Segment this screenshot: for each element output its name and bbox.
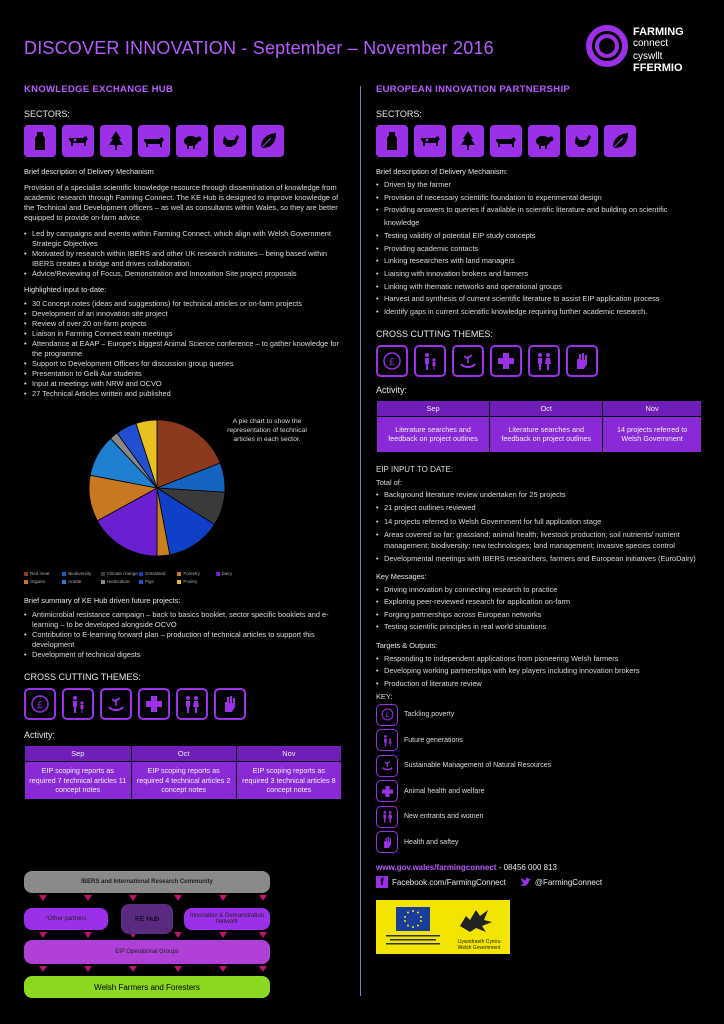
key-item bbox=[376, 728, 702, 754]
legend-label: Red meat bbox=[30, 571, 50, 576]
key-item bbox=[376, 702, 702, 728]
list-item: • Testing scientific principles in real world situations bbox=[376, 621, 702, 634]
welsh-gov-line2: Welsh Government bbox=[457, 945, 501, 952]
list-item: • Areas covered so far: grassland; animal health; livestock production; soil nutrients/ nutrient management; biodiversity; new technologies; land management; invasive species control bbox=[376, 530, 702, 551]
legend-swatch bbox=[177, 580, 181, 584]
legend-label: Forestry bbox=[183, 571, 200, 576]
legend-label: Climate change bbox=[106, 571, 138, 576]
list-item: • Testing validity of potential EIP study concepts bbox=[376, 230, 702, 243]
natural-resources-icon bbox=[452, 345, 484, 377]
pie-legend-item bbox=[62, 579, 100, 584]
health-safety-icon bbox=[214, 688, 246, 720]
health-safety-icon bbox=[376, 831, 398, 853]
list-item: • Identify gaps in current scientific knowledge requiring further academic research. bbox=[376, 306, 702, 319]
list-item: • Providing answers to queries if available in scientific literature and building on scientific knowledge bbox=[376, 204, 702, 229]
list-item: • Liaison in Farming Connect team meetings bbox=[24, 329, 342, 339]
delivery-title: Brief description of Delivery Mechanism bbox=[24, 167, 154, 176]
list-item: • Antimicrobial resistance campaign – back to basics booklet, sector specific booklets and e-learning – to be developed alongside OCVO bbox=[24, 610, 342, 630]
svg-text:£: £ bbox=[385, 712, 389, 720]
natural-resources-icon bbox=[376, 755, 398, 777]
list-item: • Driving innovation by connecting research to practice bbox=[376, 584, 702, 597]
list-item: • Input at meetings with NRW and OCVO bbox=[24, 379, 342, 389]
column-divider bbox=[360, 86, 361, 996]
sectors-label: SECTORS: bbox=[376, 109, 422, 119]
key-item bbox=[376, 753, 702, 779]
list-item: • Led by campaigns and events within Farming Connect, which align with Welsh Government Strategic Objectives bbox=[24, 229, 342, 249]
logo-ring-icon bbox=[585, 24, 629, 68]
key-label: KEY: bbox=[376, 692, 393, 702]
list-item: • Linking researchers with land managers bbox=[376, 255, 702, 268]
welsh-government-logo bbox=[452, 904, 506, 950]
facebook-icon: f bbox=[376, 876, 388, 888]
legend-swatch bbox=[101, 580, 105, 584]
key-item-label: Sustainable Management of Natural Resources bbox=[404, 762, 552, 770]
poultry-icon bbox=[566, 125, 598, 157]
knowledge-exchange-hub-column bbox=[24, 84, 342, 800]
legend-label: Biodiversity bbox=[68, 571, 92, 576]
sheep-icon bbox=[176, 125, 208, 157]
tree-icon bbox=[452, 125, 484, 157]
health-safety-icon bbox=[566, 345, 598, 377]
key-item bbox=[376, 804, 702, 830]
ke-hub-heading: KNOWLEDGE EXCHANGE HUB bbox=[24, 84, 174, 95]
list-item: • Responding to independent applications from pioneering Welsh farmers bbox=[376, 653, 702, 666]
poultry-icon bbox=[214, 125, 246, 157]
legend-label: Pigs bbox=[144, 579, 154, 584]
activity-header-nov: Nov bbox=[236, 746, 341, 762]
list-item: • Review of over 20 on-farm projects bbox=[24, 319, 342, 329]
flow-innovation-network-box: Innovation & Demonstration Network bbox=[184, 908, 270, 930]
future-bullets bbox=[24, 610, 342, 660]
flow-ke-hub-box: KE Hub bbox=[121, 904, 173, 934]
list-item: • 14 projects referred to Welsh Government for full application stage bbox=[376, 517, 702, 528]
list-item: • Development of technical digests bbox=[24, 650, 342, 660]
key-item-label: Health and saftey bbox=[404, 838, 459, 846]
website-link[interactable]: www.gov.wales/farmingconnect bbox=[376, 863, 497, 873]
list-item: • 27 Technical Articles written and published bbox=[24, 389, 342, 399]
page-title: DISCOVER INNOVATION - September – November 2016 bbox=[24, 38, 494, 58]
total-bullets bbox=[376, 490, 702, 565]
pie-caption: A pie chart to show the representation of technical articles in each sector. bbox=[227, 418, 307, 443]
list-item: • Driven by the farmer bbox=[376, 179, 702, 192]
poverty-icon bbox=[376, 345, 408, 377]
logo-text-3: cyswllt bbox=[633, 51, 663, 62]
activity-cell: Literature searches and feedback on project outlines bbox=[377, 416, 490, 452]
list-item: • Support to Development Officers for discussion group queries bbox=[24, 359, 342, 369]
legend-swatch bbox=[139, 580, 143, 584]
list-item: • Developmental meetings with IBERS researchers, farmers and European initiatives (EuroDairy) bbox=[376, 554, 702, 565]
key-list bbox=[376, 702, 702, 855]
legend-label: Horticulture bbox=[106, 579, 130, 584]
list-item: • Motivated by research within IBERS and other UK research institutes – being based within IBERS creates a bridge and drives collaboration. bbox=[24, 249, 342, 269]
sector-pie-chart bbox=[82, 413, 232, 563]
animal-health-icon bbox=[138, 688, 170, 720]
list-item: • Developing working partnerships with key players including innovation brokers bbox=[376, 665, 702, 678]
milk-bottle-icon bbox=[24, 125, 56, 157]
total-label: Total of: bbox=[376, 477, 402, 487]
targets-title: Targets & Outputs: bbox=[376, 640, 438, 650]
pie-legend-item bbox=[101, 579, 139, 584]
pie-legend-item bbox=[139, 579, 177, 584]
list-item: • Production of literature review bbox=[376, 678, 702, 691]
milk-bottle-icon bbox=[376, 125, 408, 157]
activity-header-oct: Oct bbox=[131, 746, 236, 762]
highlighted-title: Highlighted input to-date: bbox=[24, 285, 107, 294]
leaf-icon bbox=[604, 125, 636, 157]
activity-cell: EIP scoping reports as required 4 technical articles 2 concept notes bbox=[131, 762, 236, 800]
poverty-icon bbox=[376, 704, 398, 726]
new-entrants-icon bbox=[176, 688, 208, 720]
partnership-flow-diagram bbox=[24, 870, 274, 1000]
future-generations-icon bbox=[376, 729, 398, 751]
flow-other-partners-box: *Other partners bbox=[24, 908, 108, 930]
new-entrants-icon bbox=[528, 345, 560, 377]
ke-activity-table bbox=[24, 745, 342, 800]
activity-cell: 14 projects referred to Welsh Government bbox=[603, 416, 702, 452]
key-item-label: Tackling poverty bbox=[404, 711, 455, 719]
list-item: • Harvest and synthesis of current scientific literature to assist EIP application process bbox=[376, 293, 702, 306]
sector-icons bbox=[24, 125, 342, 157]
targets bbox=[376, 653, 702, 691]
key-item bbox=[376, 779, 702, 805]
activity-cell: Literature searches and feedback on project outlines bbox=[490, 416, 603, 452]
key-item-label: New entrants and women bbox=[404, 813, 484, 821]
legend-swatch bbox=[24, 580, 28, 584]
facebook-link[interactable]: Facebook.com/FarmingConnect bbox=[392, 877, 506, 887]
legend-label: Dairy bbox=[221, 571, 233, 576]
delivery-title: Brief description of Delivery Mechanism: bbox=[376, 167, 508, 176]
list-item: • 30 Concept notes (ideas and suggestions) for technical articles or on-farm projects bbox=[24, 299, 342, 309]
list-item: • Provision of necessary scientific foundation to experimental design bbox=[376, 192, 702, 205]
list-item: • Attendance at EAAP – Europe's biggest Animal Science conference – to gather knowledge for the programme bbox=[24, 339, 342, 359]
activity-label: Activity: bbox=[24, 730, 56, 740]
legend-swatch bbox=[62, 580, 66, 584]
leaf-icon bbox=[252, 125, 284, 157]
cross-cutting-icons bbox=[376, 345, 702, 377]
eip-activity-table bbox=[376, 400, 702, 453]
welsh-dragon-icon bbox=[452, 904, 506, 934]
pie-legend-item bbox=[177, 579, 215, 584]
social-row bbox=[376, 876, 702, 888]
eip-heading: EUROPEAN INNOVATION PARTNERSHIP bbox=[376, 84, 571, 95]
funding-logos bbox=[376, 900, 510, 954]
natural-resources-icon bbox=[100, 688, 132, 720]
flow-eip-groups-box: EIP Operational Groups bbox=[24, 940, 270, 964]
logo-text-2: connect bbox=[633, 38, 669, 49]
sector-icons bbox=[376, 125, 702, 157]
phone-number: - 08456 000 813 bbox=[498, 863, 557, 873]
future-generations-icon bbox=[62, 688, 94, 720]
eip-input-title: EIP INPUT TO DATE: bbox=[376, 464, 454, 474]
farming-connect-logo bbox=[585, 24, 710, 76]
key-item bbox=[376, 830, 702, 856]
cross-cutting-label: CROSS CUTTING THEMES: bbox=[376, 328, 493, 339]
tree-icon bbox=[100, 125, 132, 157]
beef-cow-icon bbox=[138, 125, 170, 157]
pie-legend-item bbox=[24, 579, 62, 584]
list-item: • Background literature review undertaken for 25 projects bbox=[376, 490, 702, 501]
legend-label: Organic bbox=[30, 579, 46, 584]
flow-ibers-box: IBERS and International Research Community bbox=[24, 871, 270, 893]
activity-header-nov: Nov bbox=[603, 400, 702, 416]
eu-flag-logo bbox=[382, 905, 444, 949]
poverty-icon bbox=[24, 688, 56, 720]
contact-website-row bbox=[376, 863, 702, 872]
new-entrants-icon bbox=[376, 806, 398, 828]
sectors-label: SECTORS: bbox=[24, 109, 70, 119]
list-item: • Exploring peer-reviewed research for application on-farm bbox=[376, 596, 702, 609]
legend-label: Arable bbox=[68, 579, 82, 584]
logo-text-1: FARMING bbox=[633, 26, 684, 38]
activity-header-sep: Sep bbox=[25, 746, 132, 762]
activity-cell: EIP scoping reports as required 7 technical articles 11 concept notes bbox=[25, 762, 132, 800]
beef-cow-icon bbox=[490, 125, 522, 157]
flow-welsh-farmers-box: Welsh Farmers and Foresters bbox=[24, 976, 270, 998]
list-item: • Linking with thematic networks and operational groups bbox=[376, 281, 702, 294]
welsh-gov-line1: Llywodraeth Cymru bbox=[457, 939, 501, 946]
activity-label: Activity: bbox=[376, 384, 408, 395]
highlighted-bullets bbox=[24, 299, 342, 399]
activity-header-oct: Oct bbox=[490, 400, 603, 416]
list-item: • Presentation to Gelli Aur students bbox=[24, 369, 342, 379]
list-item: • Forging partnerships across European networks bbox=[376, 609, 702, 622]
delivery-text: Provision of a specialist scientific knowledge resource through dissemination of knowledge from academic research through Farming Connect. The KE Hub is designed to improve knowledge of the Technical and Development officers – as well as consultants within Wales, so they are better equipped to provide on-farm advice. bbox=[24, 183, 339, 222]
list-item: • Contribution to E-learning forward plan – production of technical articles to support this development bbox=[24, 630, 342, 650]
twitter-icon bbox=[520, 877, 532, 887]
key-messages bbox=[376, 584, 702, 634]
key-item-label: Animal health and welfare bbox=[404, 787, 485, 795]
cross-cutting-icons bbox=[24, 688, 342, 720]
sheep-icon bbox=[528, 125, 560, 157]
dairy-cow-icon bbox=[414, 125, 446, 157]
animal-health-icon bbox=[490, 345, 522, 377]
dairy-cow-icon bbox=[62, 125, 94, 157]
legend-label: Poultry bbox=[183, 579, 198, 584]
list-item: • Development of an innovation site project bbox=[24, 309, 342, 319]
list-item: • Providing academic contacts bbox=[376, 243, 702, 256]
svg-text:£: £ bbox=[37, 700, 43, 711]
key-messages-title: Key Messages: bbox=[376, 571, 427, 581]
delivery-bullets bbox=[376, 179, 702, 319]
logo-text-4: FFERMIO bbox=[633, 62, 683, 74]
activity-cell: EIP scoping reports as required 3 technical articles 8 concept notes bbox=[236, 762, 341, 800]
future-generations-icon bbox=[414, 345, 446, 377]
future-title: Brief summary of KE Hub driven future projects: bbox=[24, 596, 181, 605]
pie-chart-area bbox=[24, 405, 342, 575]
key-item-label: Future generations bbox=[404, 736, 463, 744]
legend-label: Grassland bbox=[144, 571, 166, 576]
svg-text:£: £ bbox=[389, 356, 395, 368]
list-item: • Advice/Reviewing of Focus, Demonstration and Innovation Site project proposals bbox=[24, 269, 342, 279]
eip-column bbox=[376, 84, 702, 954]
animal-health-icon bbox=[376, 780, 398, 802]
list-item: • Liaising with innovation brokers and farmers bbox=[376, 268, 702, 281]
list-item: • 21 project outlines reviewed bbox=[376, 503, 702, 514]
cross-cutting-label: CROSS CUTTING THEMES: bbox=[24, 672, 141, 682]
activity-header-sep: Sep bbox=[377, 400, 490, 416]
delivery-bullets bbox=[24, 229, 342, 279]
twitter-link[interactable]: @FarmingConnect bbox=[534, 877, 603, 887]
